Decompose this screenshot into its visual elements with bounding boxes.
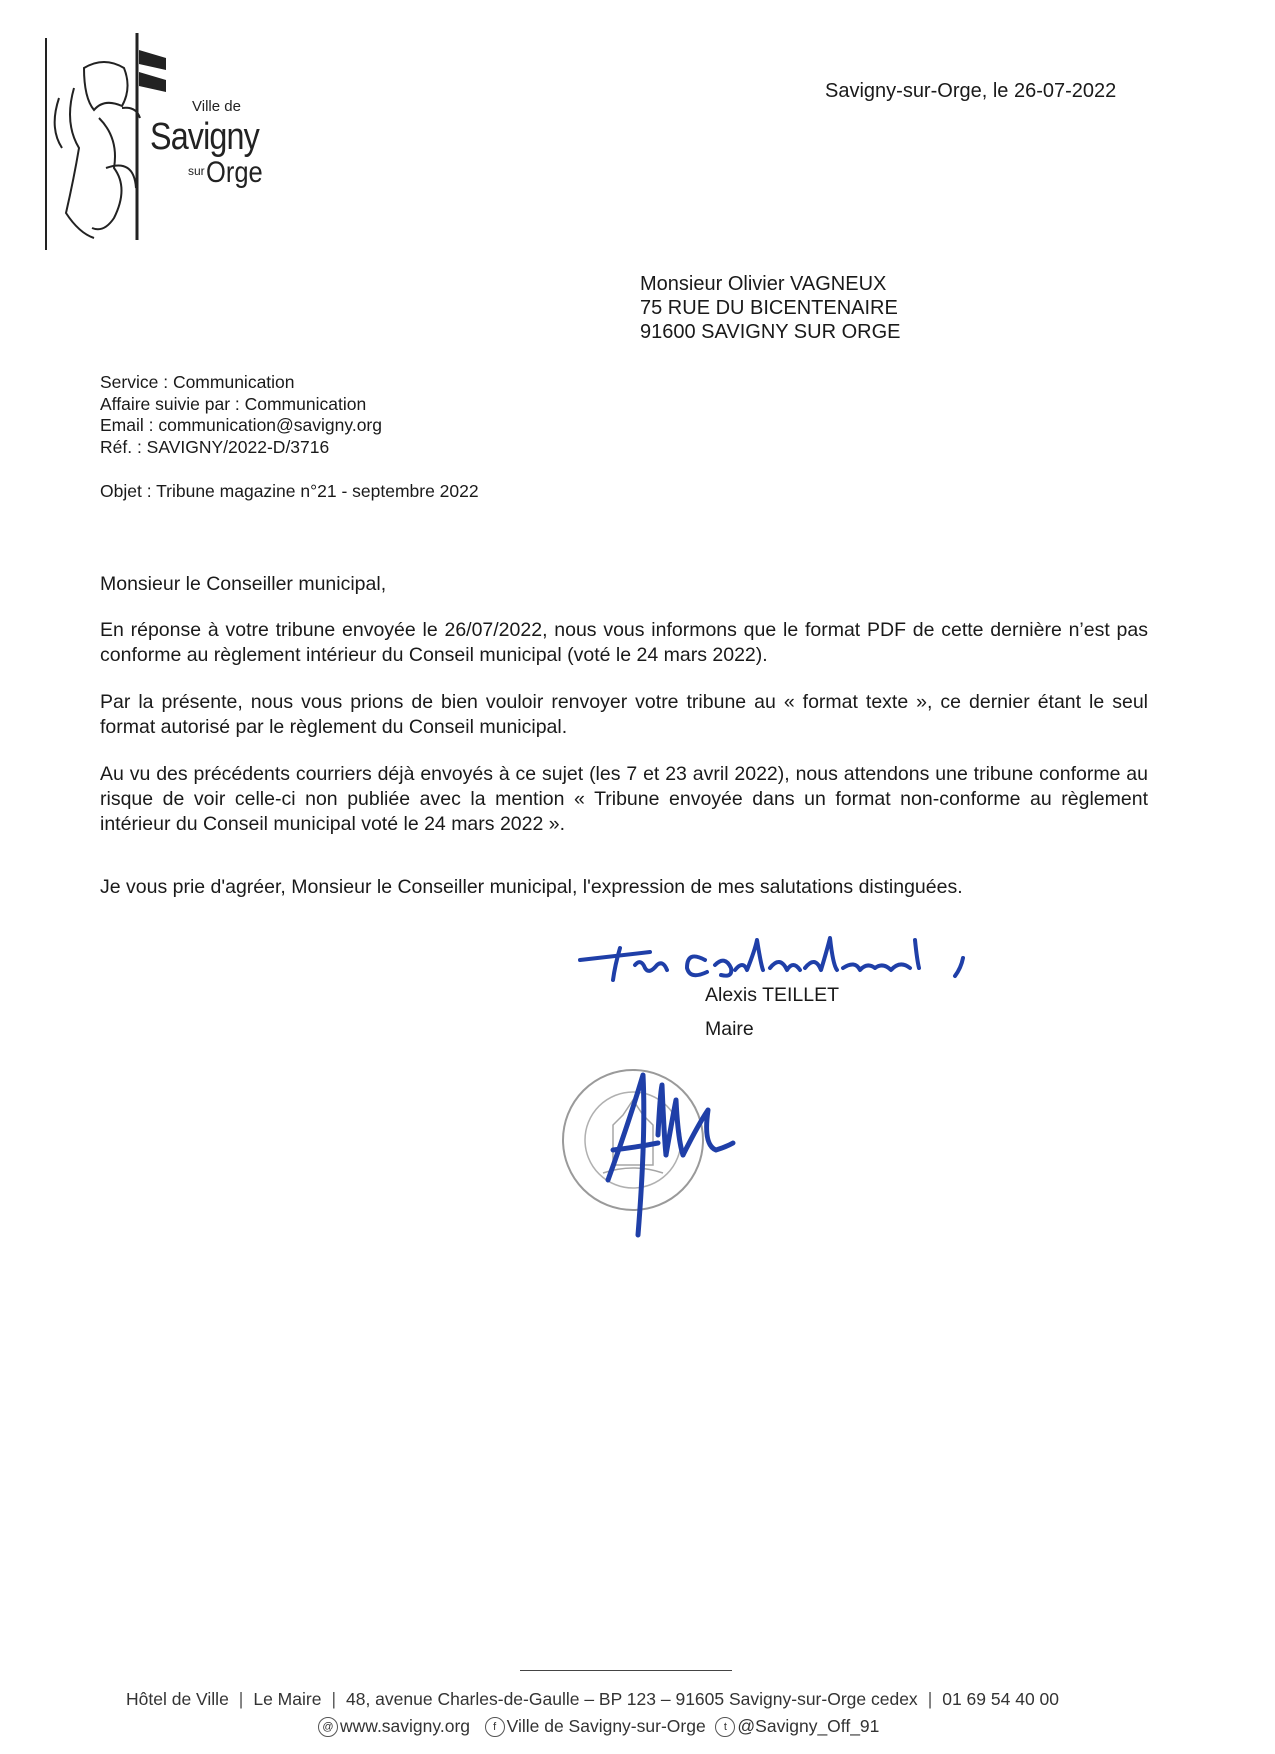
- closing-formula: Je vous prie d'agréer, Monsieur le Conseiller municipal, l'expression de mes salutations distinguées.: [100, 876, 963, 898]
- reference-block: [100, 372, 382, 458]
- logo-sur: sur: [188, 164, 205, 178]
- subject-line: Objet : Tribune magazine n°21 - septembre 2022: [100, 481, 479, 501]
- footer-address-line: Hôtel de Ville | Le Maire | 48, avenue Charles-de-Gaulle – BP 123 – 91605 Savigny-sur-Orge cedex | 01 69 54 40 00: [126, 1689, 1060, 1709]
- footer-facebook[interactable]: Ville de Savigny-sur-Orge: [506, 1716, 706, 1736]
- logo-orge: Orge: [206, 156, 263, 189]
- signer-name: Alexis TEILLET: [705, 984, 840, 1006]
- logo-savigny: Savigny: [150, 116, 259, 158]
- service-line: Service : Communication: [100, 372, 295, 392]
- paragraph-3: Au vu des précédents courriers déjà envoyés à ce sujet (les 7 et 23 avril 2022), nous attendons une tribune conforme au risque de voir celle-ci non publiée avec la mention « Tribune envoyée dans un format non-conforme au règlement intérieur du Conseil municipal voté le 24 mars 2022 ».: [100, 763, 1148, 835]
- letter-body: [100, 572, 1148, 922]
- signer-title: Maire: [705, 1018, 754, 1040]
- city-seal-icon: [558, 1055, 778, 1245]
- footer-hotel: Hôtel de Ville: [126, 1689, 229, 1709]
- web-icon: @: [318, 1717, 338, 1737]
- paragraph-1: En réponse à votre tribune envoyée le 26/07/2022, nous vous informons que le format PDF de cette dernière n’est pas conforme au règlement intérieur du Conseil municipal (voté le 24 mars 2022).: [100, 619, 1148, 666]
- footer-address: 48, avenue Charles-de-Gaulle – BP 123 – 91605 Savigny-sur-Orge cedex: [345, 1689, 918, 1709]
- footer-contact-line: [318, 1716, 879, 1737]
- footer-phone: 01 69 54 40 00: [942, 1689, 1060, 1709]
- recipient-name: Monsieur Olivier VAGNEUX: [640, 273, 887, 295]
- facebook-icon: f: [485, 1717, 505, 1737]
- signer-block: [705, 978, 839, 1046]
- city-logo: [44, 28, 264, 258]
- footer-maire: Le Maire: [253, 1689, 322, 1709]
- official-stamp-signature: [558, 1055, 778, 1245]
- twitter-icon: t: [715, 1717, 735, 1737]
- affaire-line: Affaire suivie par : Communication: [100, 393, 367, 414]
- logo-ville-de: Ville de: [192, 98, 241, 115]
- email-line: Email : communication@savigny.org: [100, 415, 382, 435]
- footer-twitter[interactable]: @Savigny_Off_91: [737, 1716, 880, 1736]
- greeting: Monsieur le Conseiller municipal,: [100, 573, 387, 595]
- paragraph-2: Par la présente, nous vous prions de bien vouloir renvoyer votre tribune au « format texte », ce dernier étant le seul format autorisé par le règlement du Conseil municipal.: [100, 691, 1148, 738]
- recipient-city: 91600 SAVIGNY SUR ORGE: [640, 321, 901, 343]
- recipient-address: [640, 272, 900, 344]
- ref-line: Réf. : SAVIGNY/2022-D/3716: [100, 436, 330, 457]
- place-date: Savigny-sur-Orge, le 26-07-2022: [825, 80, 1117, 102]
- footer-divider: [520, 1670, 732, 1671]
- footer-website[interactable]: www.savigny.org: [340, 1716, 471, 1736]
- recipient-street: 75 RUE DU BICENTENAIRE: [640, 297, 898, 319]
